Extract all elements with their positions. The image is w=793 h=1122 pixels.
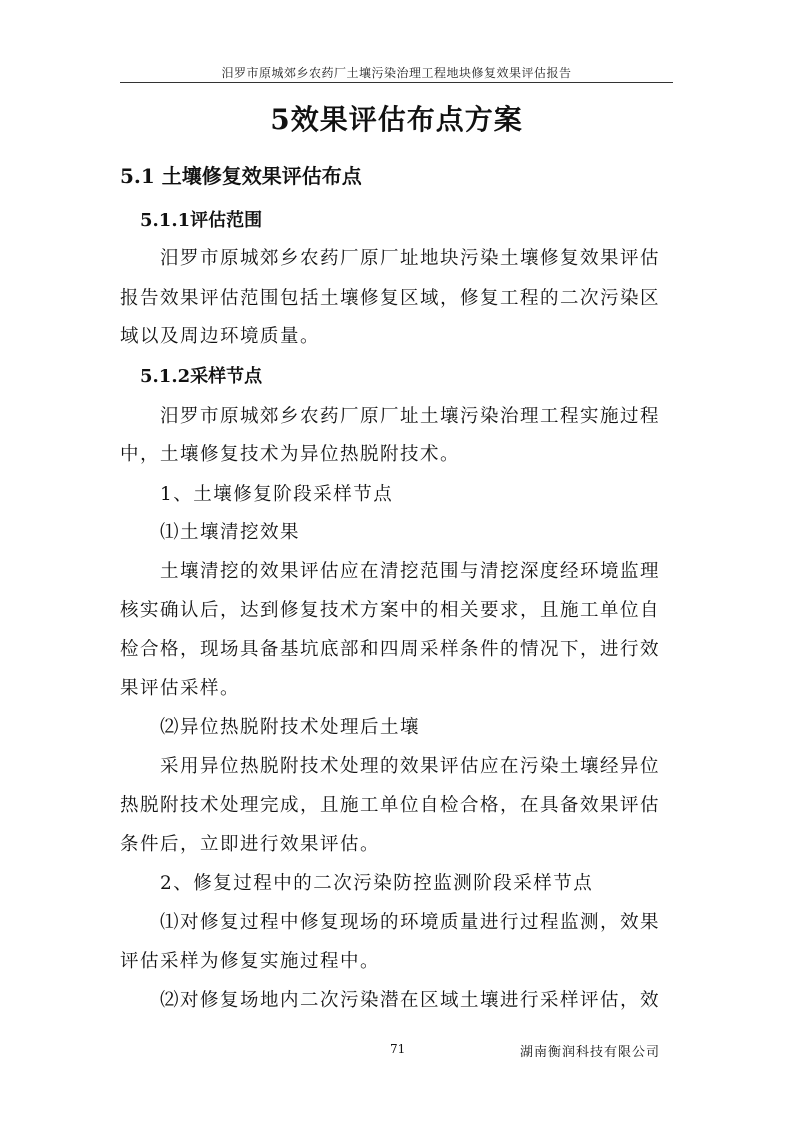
subsection-heading-5-1-2: 5.1.2采样节点 (140, 366, 263, 387)
paragraph-line: 条件后，立即进行效果评估。 (120, 834, 381, 855)
paragraph-line: 核实确认后，达到修复技术方案中的相关要求，且施工单位自 (120, 600, 661, 621)
paragraph-line: 评估采样为修复实施过程中。 (120, 951, 381, 972)
chapter-title: 5效果评估布点方案 (270, 103, 523, 136)
list-item: 1、土壤修复阶段采样节点 (160, 484, 394, 505)
paragraph-line: 土壤清挖的效果评估应在清挖范围与清挖深度经环境监理 (160, 561, 661, 582)
running-header: 汨罗市原城郊乡农药厂土壤污染治理工程地块修复效果评估报告 (221, 66, 572, 80)
paragraph-line: 果评估采样。 (120, 678, 241, 699)
paragraph-line: 域以及周边环境质量。 (120, 326, 321, 347)
subsection-heading-5-1-1: 5.1.1评估范围 (140, 210, 263, 231)
list-item: 2、修复过程中的二次污染防控监测阶段采样节点 (160, 873, 594, 894)
paragraph-line: 汨罗市原城郊乡农药厂原厂址地块污染土壤修复效果评估 (160, 248, 661, 269)
page-number: 71 (390, 1042, 406, 1056)
paragraph-line: ⑴对修复过程中修复现场的环境质量进行过程监测，效果 (160, 912, 661, 933)
list-subitem: ⑵异位热脱附技术处理后土壤 (160, 717, 421, 738)
paragraph-line: 中，土壤修复技术为异位热脱附技术。 (120, 444, 461, 465)
list-subitem: ⑴土壤清挖效果 (160, 522, 301, 543)
section-heading-5-1: 5.1 土壤修复效果评估布点 (120, 164, 362, 188)
paragraph-line: 采用异位热脱附技术处理的效果评估应在污染土壤经异位 (160, 756, 661, 777)
paragraph-line: 热脱附技术处理完成，且施工单位自检合格，在具备效果评估 (120, 795, 661, 816)
paragraph-line: ⑵对修复场地内二次污染潜在区域土壤进行采样评估，效 (160, 990, 661, 1011)
paragraph-line: 检合格，现场具备基坑底部和四周采样条件的情况下，进行效 (120, 639, 661, 660)
paragraph-line: 汨罗市原城郊乡农药厂原厂址土壤污染治理工程实施过程 (160, 406, 661, 427)
header-divider (120, 82, 673, 83)
paragraph-line: 报告效果评估范围包括土壤修复区域，修复工程的二次污染区 (120, 288, 661, 309)
company-name: 湖南衡润科技有限公司 (520, 1045, 661, 1060)
